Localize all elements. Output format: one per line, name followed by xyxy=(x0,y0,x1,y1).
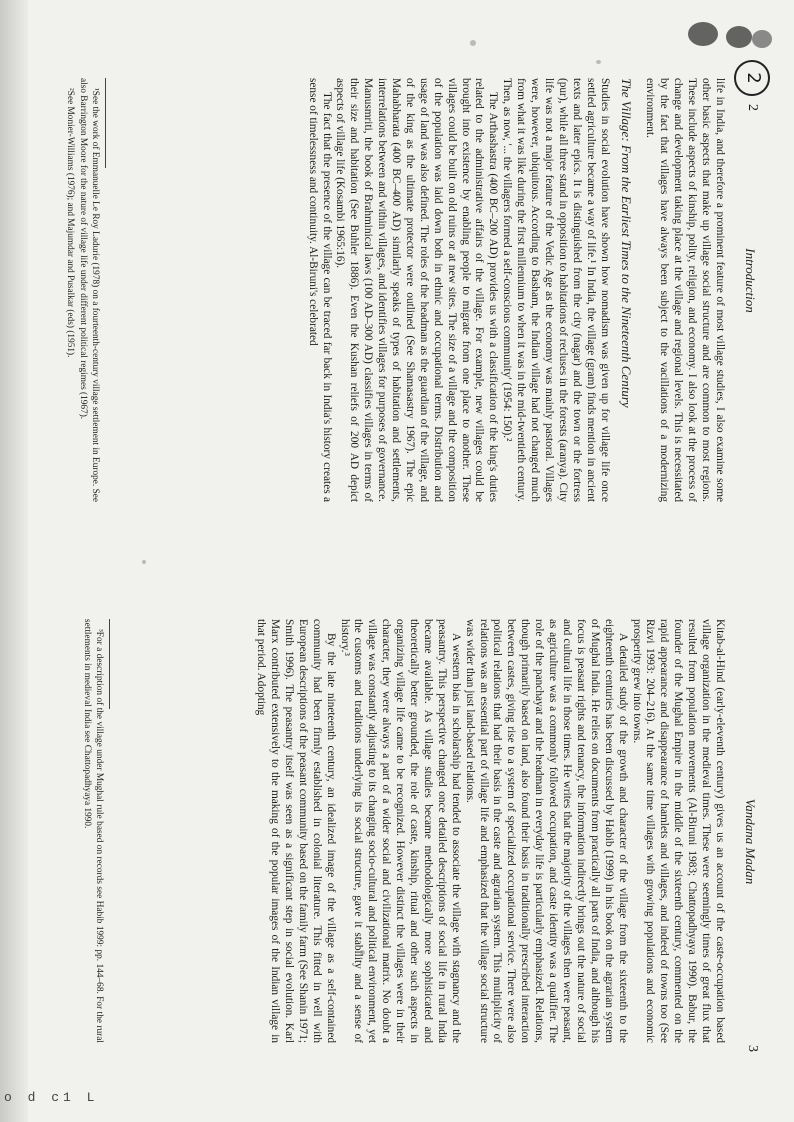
paragraph: Studies in social evolution have shown how nomadism was given up for village life once settled agriculture became a way of life.¹ In India, the village (gram) finds mention in ancient texts and later epics. It is distinguished from the city (nagar) and the town or the fortress (pur), while all three stand in opposition to habitations of recluses in the forests (aranya). City life was not a major feature of the Vedic Age as the economy was mainly pastoral. Villages were, however, ubiquitous. According to Basham, the Indian village had not changed much from what it was like during the first millennium to when it was in the mid-twentieth century. Then, as now, '... the villagers formed a self-conscious community' (1954: 150).² xyxy=(501,78,611,502)
footnote: ¹See the work of Emmanuelle Le Roy Ladurie (1978) on a fourteenth-century village settlement in Europe. See also Barrington Moore for the nature of village life under different political regimes (1967). xyxy=(78,78,100,502)
page-number: 2 xyxy=(745,104,760,111)
right-footnotes xyxy=(79,619,104,1043)
right-page xyxy=(0,561,794,1122)
paragraph: The Arthashastra (400 BC–200 AD) provides us with a classification of the king's duties related to the administrative affairs of the village. For example, new villages could be brought into existence by enabling people to migrate from one place to another. These villages could be built on old ruins or at new sites. The size of a village and the composition of the population was laid down both in ethnic and occupational terms. Distribution and usage of land was also defined. The roles of the headman as the guardian of the village, and of the king as the ultimate protector were outlined (See Shamasastry 1967). The epic Mahabharata (400 BC–400 AD) similarly speaks of types of habitation and settlements, interrelations between and within villages, and identifies villages for purposes of governance. Manusmriti, the book of Brahminical laws (100 AD–300 AD) classifies villages in terms of their size and habitation (See Buhler 1886). Even the Kushan reliefs of 200 AD depict aspects of village life (Kosambi 1965:16). xyxy=(334,78,500,502)
paragraph: The fact that the presence of the village can be traced far back in India's history creates a sense of timelessness and continuity. Al-Biruni's celebrated xyxy=(306,78,333,502)
left-body-text xyxy=(305,78,726,502)
footnote: ³For a description of the village under Mughal rule based on records see Habib 1999: pp. 144–68. For the rural settlements in medieval India see Chattopadhyaya 1990. xyxy=(82,619,104,1043)
footnote-rule xyxy=(105,78,106,168)
footnote: ²See Monier-Williams (1976); and Majumdar and Pusalkar (eds) (1951). xyxy=(64,88,75,358)
paragraph: Kitab-al-Hind (early-eleventh century) gives us an account of the caste-occupation based village organization in the medieval times. These were seemingly times of great flux that resulted from population movements (Al-Biruni 1983; Chattopadhyaya 1990). Babur, the founder of the Mughal Empire in the middle of the sixteenth century, commented on the rapid appearance and disappearance of hamlets and villages, and indeed of towns too (See Rizvi 1993: 204–216). At the same time villages with growing populations and economic prosperity grew into towns. xyxy=(630,619,726,1043)
page-number: 3 xyxy=(745,1045,760,1052)
section-heading: The Village: From the Earliest Times to the Nineteenth Century xyxy=(618,78,634,408)
paragraph: A detailed study of the growth and character of the village from the sixteenth to the eighteenth centuries has been discussed by Habib (1999) in his book on the agrarian system of Mughal India. He relies on documents from practically all parts of India, and although his focus is peasant rights and tenancy, the information indirectly brings out the nature of social and cultural life in those times. He writes that the majority of the villages then were peasant, as agriculture was a commonly followed occupation, and caste identity was a qualifier. The role of the panchayat and the headman in everyday life is particularly emphasized. Relations, though primarily based on land, also found their basis in traditionally prescribed interaction between castes, giving rise to a system of specialized occupational service. There were also political relations that had their basis in the caste and agrarian system. This multiplicity of relations was an essential part of village life and emphasized that the village social structure was wider than just land-based relations. xyxy=(463,619,629,1043)
margin-marks: o d c1 L xyxy=(4,1090,99,1105)
running-head: Vandana Madan xyxy=(743,798,758,885)
right-body-text xyxy=(253,619,726,1043)
paragraph: A western bias in scholarship had tended to associate the village with stagnancy and the peasantry. This perspective changed once detailed descriptions of social life in rural India became available. As village studies became methodologically more sophisticated and theoretically better grounded, the role of caste, kinship, ritual and other such aspects in organizing village life came to be recognized. However distinct the villages were in their character, they were always a part of a wider social and civilizational matrix. No doubt a village was constantly adjusting to its changing socio-cultural and political environment, yet the customs and traditions underlying its social structure, gave it stability and a sense of history.³ xyxy=(338,619,462,1043)
circled-page-mark: 2 xyxy=(734,60,770,96)
left-footnotes xyxy=(61,78,100,502)
footnote-rule xyxy=(109,619,110,709)
paragraph: life in India, and therefore a prominent feature of most village studies, I also examine some other basic aspects that make up village social structure and are common to most regions. These include aspects of kinship, polity, religion, and economy. I also look at the process of change and development taking place at the village and regional levels. This is necessitated by the fact that villages have always been subject to the vacillations of a modernizing environment. xyxy=(644,78,726,502)
running-head: Introduction xyxy=(743,248,758,313)
paragraph: By the late nineteenth century, an idealized image of the village as a self-contained community had been firmly established in colonial literature. This fitted in well with European descriptions of the peasant community based on the family farm (See Shanin 1971; Smith 1996). The peasantry itself was seen as a significant step in social evolution. Karl Marx contributed extensively to the making of the popular images of the Indian village in that period. Adopting xyxy=(255,619,337,1043)
